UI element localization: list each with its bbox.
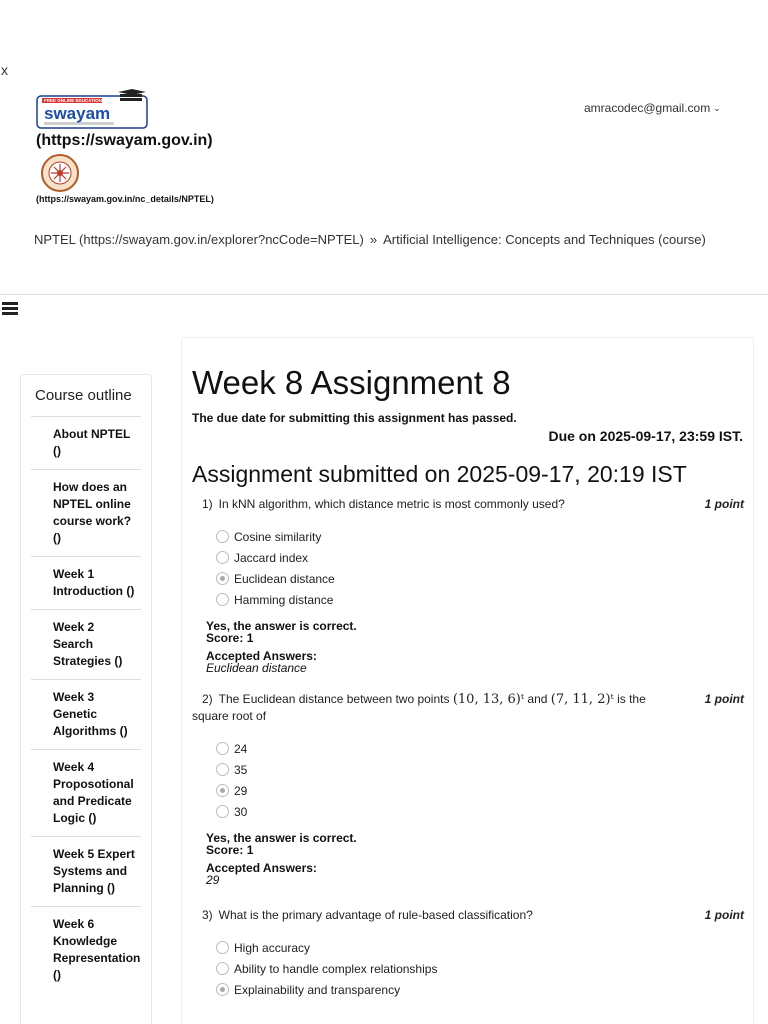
option-label: Jaccard index — [234, 550, 309, 565]
sidebar-title: Course outline — [35, 387, 132, 404]
due-date: Due on 2025-09-17, 23:59 IST. — [548, 428, 743, 444]
option-label: Cosine similarity — [234, 529, 322, 544]
sidebar-item-week-5[interactable]: Week 5 Expert Systems and Planning () — [31, 836, 141, 906]
radio-button[interactable] — [216, 593, 229, 606]
option[interactable] — [216, 759, 744, 780]
breadcrumb-nptel-link[interactable]: NPTEL (https://swayam.gov.in/explorer?ncCode=NPTEL) — [34, 232, 364, 247]
chevron-down-icon: ⌄ — [713, 102, 721, 113]
user-menu[interactable] — [584, 101, 721, 115]
hamburger-menu-icon[interactable] — [2, 302, 18, 316]
question-points: 1 point — [704, 908, 744, 922]
option[interactable] — [216, 937, 744, 958]
radio-button[interactable] — [216, 962, 229, 975]
sidebar-item-how-course-works[interactable]: How does an NPTEL online course work? () — [31, 469, 141, 556]
radio-button[interactable] — [216, 805, 229, 818]
result-text: Yes, the answer is correct. — [206, 831, 357, 845]
question-text: What is the primary advantage of rule-based classification? — [218, 908, 533, 922]
question-text-c: is the square root of — [192, 692, 646, 723]
breadcrumb — [34, 226, 724, 254]
swayam-logo[interactable] — [36, 88, 148, 130]
radio-button[interactable] — [216, 742, 229, 755]
radio-button[interactable] — [216, 941, 229, 954]
option[interactable] — [216, 979, 744, 1000]
submission-status: Assignment submitted on 2025-09-17, 20:19 IST — [192, 461, 687, 487]
radio-button-selected[interactable] — [216, 983, 229, 996]
option[interactable] — [216, 738, 744, 759]
swayam-home-link[interactable]: (https://swayam.gov.in) — [36, 132, 213, 149]
question-number: 1) — [202, 497, 213, 511]
question-1-feedback — [206, 620, 744, 674]
radio-button[interactable] — [216, 763, 229, 776]
option-label: Explainability and transparency — [234, 982, 401, 997]
option-label: 35 — [234, 762, 248, 777]
question-2 — [192, 691, 744, 886]
sidebar-item-week-3[interactable]: Week 3 Genetic Algorithms () — [31, 679, 141, 749]
radio-button-selected[interactable] — [216, 572, 229, 585]
score-value: 1 — [246, 631, 254, 645]
sidebar-item-week-2[interactable]: Week 2 Search Strategies () — [31, 609, 141, 679]
math-point-a: (10, 13, 6)ᵗ — [452, 692, 525, 707]
breadcrumb-course-link[interactable]: Artificial Intelligence: Concepts and Techniques (course) — [383, 232, 706, 247]
question-2-options — [216, 738, 744, 822]
option[interactable] — [216, 547, 744, 568]
nptel-details-link[interactable]: (https://swayam.gov.in/nc_details/NPTEL) — [36, 194, 214, 204]
accepted-answers-label: Accepted Answers: — [206, 649, 317, 663]
sidebar-item-about-nptel[interactable]: About NPTEL () — [31, 416, 141, 469]
question-3 — [192, 907, 744, 1000]
svg-text:swayam: swayam — [44, 104, 111, 123]
svg-text:FREE ONLINE EDUCATION: FREE ONLINE EDUCATION — [44, 98, 102, 103]
breadcrumb-separator: » — [369, 232, 378, 247]
user-email: amracodec@gmail.com — [584, 101, 711, 115]
option[interactable] — [216, 568, 744, 589]
question-number: 3) — [202, 908, 213, 922]
score-label: Score: — [206, 631, 244, 645]
option-label: 24 — [234, 741, 248, 756]
option[interactable] — [216, 589, 744, 610]
option-label: Euclidean distance — [234, 571, 335, 586]
option-label: 30 — [234, 804, 248, 819]
option-label: Ability to handle complex relationships — [234, 961, 438, 976]
nptel-logo[interactable] — [40, 153, 80, 193]
question-3-options — [216, 937, 744, 1000]
page-title: Week 8 Assignment 8 — [192, 364, 511, 401]
option[interactable] — [216, 801, 744, 822]
accepted-answer: 29 — [206, 873, 220, 887]
assignment-panel — [181, 337, 754, 1024]
option-label: High accuracy — [234, 940, 311, 955]
due-passed-notice: The due date for submitting this assignment has passed. — [192, 411, 517, 425]
radio-button[interactable] — [216, 551, 229, 564]
sidebar-list — [31, 416, 141, 993]
question-2-feedback — [206, 832, 744, 886]
sidebar-item-week-4[interactable]: Week 4 Proposotional and Predicate Logic () — [31, 749, 141, 836]
question-3-header — [192, 907, 744, 924]
question-1-options — [216, 526, 744, 610]
score-value: 1 — [246, 843, 254, 857]
question-text-b: and — [527, 692, 548, 706]
question-2-header — [192, 691, 744, 725]
question-points: 1 point — [704, 497, 744, 511]
option[interactable] — [216, 526, 744, 547]
score-label: Score: — [206, 843, 244, 857]
option[interactable] — [216, 780, 744, 801]
accepted-answer: Euclidean distance — [206, 661, 307, 675]
question-text-a: The Euclidean distance between two points — [218, 692, 450, 706]
question-points: 1 point — [704, 692, 744, 706]
sidebar-item-week-1[interactable]: Week 1 Introduction () — [31, 556, 141, 609]
option[interactable] — [216, 958, 744, 979]
math-point-b: (7, 11, 2)ᵗ — [550, 692, 614, 707]
course-outline-sidebar — [20, 374, 152, 1024]
accepted-answers-label: Accepted Answers: — [206, 861, 317, 875]
result-text: Yes, the answer is correct. — [206, 619, 357, 633]
option-label: Hamming distance — [234, 592, 334, 607]
question-text: In kNN algorithm, which distance metric is most commonly used? — [218, 497, 565, 511]
sidebar-item-week-6[interactable]: Week 6 Knowledge Representation () — [31, 906, 141, 993]
question-1 — [192, 496, 744, 674]
radio-button-selected[interactable] — [216, 784, 229, 797]
close-button[interactable]: x — [1, 62, 8, 78]
header-divider — [0, 294, 768, 295]
radio-button[interactable] — [216, 530, 229, 543]
option-label: 29 — [234, 783, 248, 798]
question-number: 2) — [202, 692, 213, 706]
question-1-header — [192, 496, 744, 513]
